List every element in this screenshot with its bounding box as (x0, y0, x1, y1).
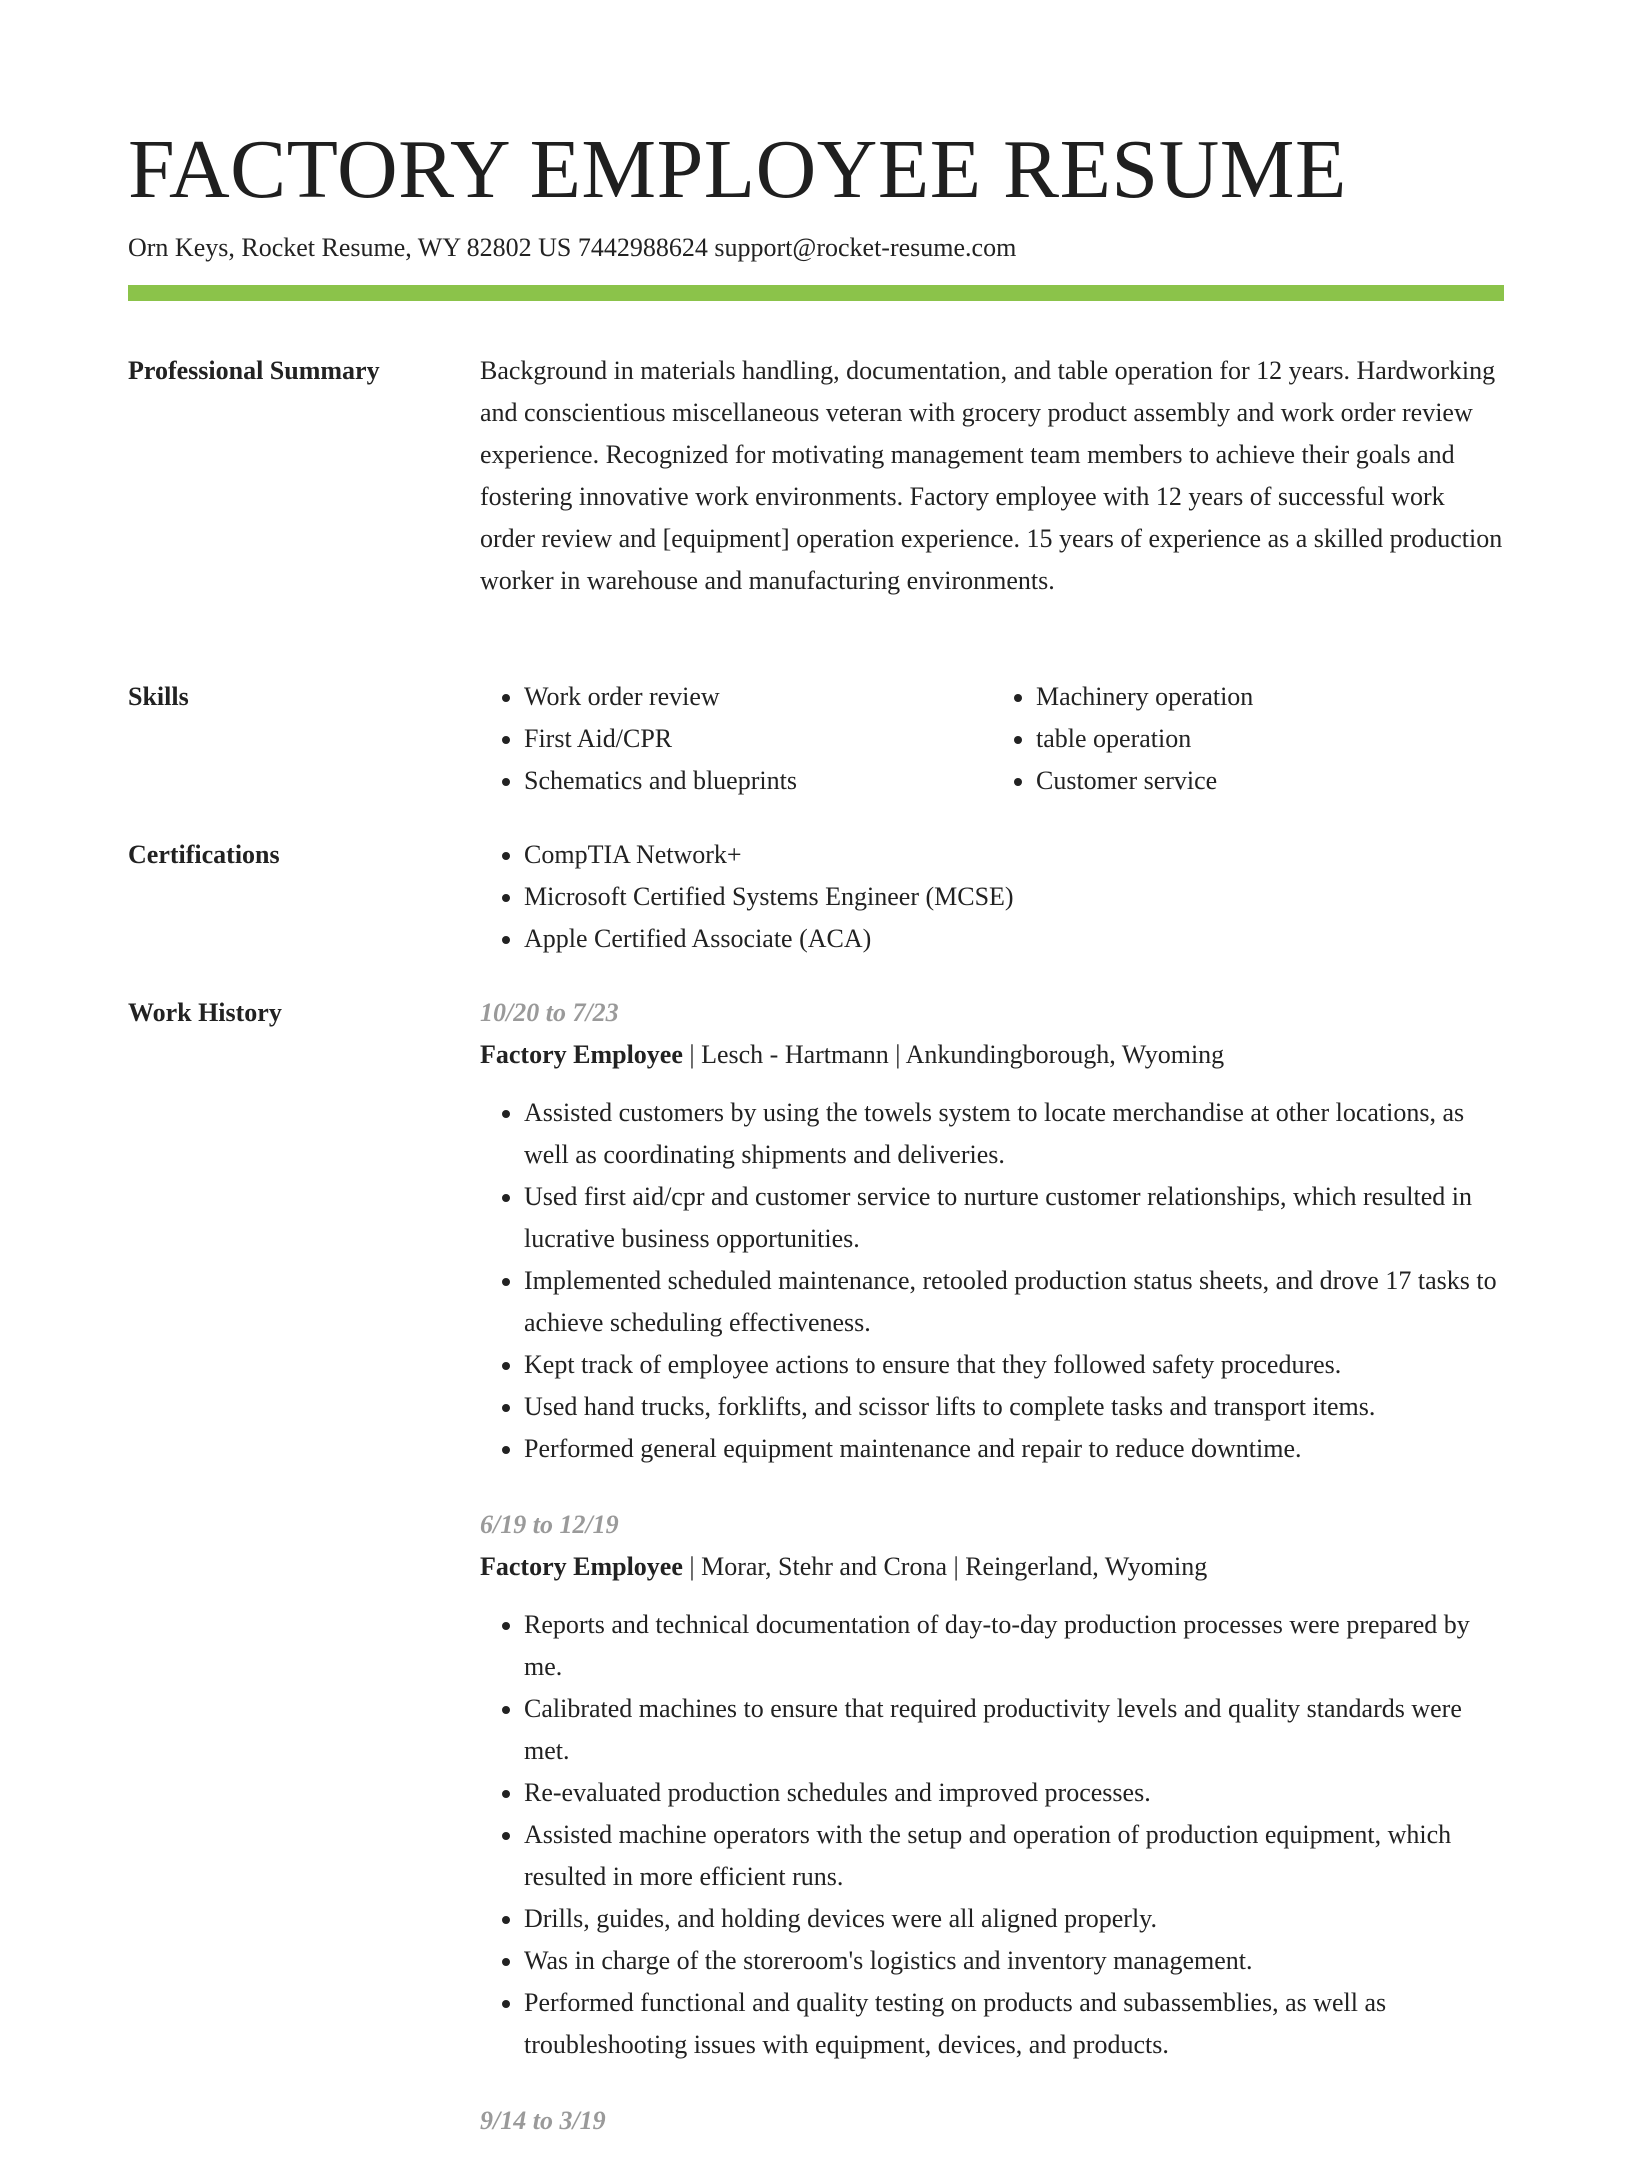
job-heading (480, 1034, 1504, 1076)
certifications-label: Certifications (128, 840, 280, 869)
skill-item: • Customer service (1036, 760, 1504, 802)
job-bullet: • Drills, guides, and holding devices were all aligned properly. (524, 1898, 1504, 1940)
job-bullet: • Assisted machine operators with the setup and operation of production equipment, which resulted in more efficient runs. (524, 1814, 1504, 1898)
skill-item: • table operation (1036, 718, 1504, 760)
job-bullet: • Performed functional and quality testing on products and subassemblies, as well as troubleshooting issues with equipment, devices, and products. (524, 1982, 1504, 2066)
resume-title: FACTORY EMPLOYEE RESUME (128, 123, 1347, 216)
job-bullets (480, 1604, 1504, 2066)
skills-list-right (992, 676, 1504, 802)
job-details: | Lesch - Hartmann | Ankundingborough, Wyoming (682, 1040, 1225, 1069)
certifications-list (480, 834, 1504, 960)
job-bullets (480, 1092, 1504, 1470)
job-details: | Morar, Stehr and Crona | Reingerland, Wyoming (682, 1552, 1208, 1581)
job-bullet: • Re-evaluated production schedules and improved processes. (524, 1772, 1504, 1814)
job-entry (480, 1504, 1504, 2066)
summary-label: Professional Summary (128, 356, 380, 385)
job-dates: 9/14 to 3/19 (480, 2106, 606, 2135)
job-bullet: • Kept track of employee actions to ensure that they followed safety procedures. (524, 1344, 1504, 1386)
job-bullet: • Was in charge of the storeroom's logistics and inventory management. (524, 1940, 1504, 1982)
job-dates: 6/19 to 12/19 (480, 1510, 619, 1539)
job-entry (480, 992, 1504, 1470)
skills-label: Skills (128, 682, 189, 711)
job-bullet: • Performed general equipment maintenance and repair to reduce downtime. (524, 1428, 1504, 1470)
skill-item: • Machinery operation (1036, 676, 1504, 718)
job-bullet: • Used hand trucks, forklifts, and scissor lifts to complete tasks and transport items. (524, 1386, 1504, 1428)
job-title: Factory Employee (480, 1040, 683, 1069)
job-title: Factory Employee (480, 1552, 683, 1581)
summary-text: Background in materials handling, documentation, and table operation for 12 years. Hardworking and conscientious miscellaneous veteran with grocery product assembly and work order review experience. Recognized for motivating management team members to achieve their goals and fostering innovative work environments. Factory employee with 12 years of successful work order review and [equipment] operation experience. 15 years of experience as a skilled production worker in warehouse and manufacturing environments. (480, 356, 1503, 595)
certification-item: • CompTIA Network+ (524, 834, 1504, 876)
work-history-label: Work History (128, 998, 282, 1027)
accent-bar (128, 285, 1504, 301)
skill-item: • Schematics and blueprints (524, 760, 992, 802)
job-heading (480, 1546, 1504, 1588)
certification-item: • Apple Certified Associate (ACA) (524, 918, 1504, 960)
contact-line: Orn Keys, Rocket Resume, WY 82802 US 7442988624 support@rocket-resume.com (128, 233, 1017, 262)
job-bullet: • Reports and technical documentation of day-to-day production processes were prepared by me. (524, 1604, 1504, 1688)
skill-item: • First Aid/CPR (524, 718, 992, 760)
skill-item: • Work order review (524, 676, 992, 718)
certification-item: • Microsoft Certified Systems Engineer (MCSE) (524, 876, 1504, 918)
job-entry (480, 2100, 1504, 2142)
job-bullet: • Calibrated machines to ensure that required productivity levels and quality standards were met. (524, 1688, 1504, 1772)
skills-list-left (480, 676, 992, 802)
job-bullet: • Implemented scheduled maintenance, retooled production status sheets, and drove 17 tasks to achieve scheduling effectiveness. (524, 1260, 1504, 1344)
job-bullet: • Assisted customers by using the towels system to locate merchandise at other locations, as well as coordinating shipments and deliveries. (524, 1092, 1504, 1176)
job-bullet: • Used first aid/cpr and customer service to nurture customer relationships, which resulted in lucrative business opportunities. (524, 1176, 1504, 1260)
job-dates: 10/20 to 7/23 (480, 998, 619, 1027)
